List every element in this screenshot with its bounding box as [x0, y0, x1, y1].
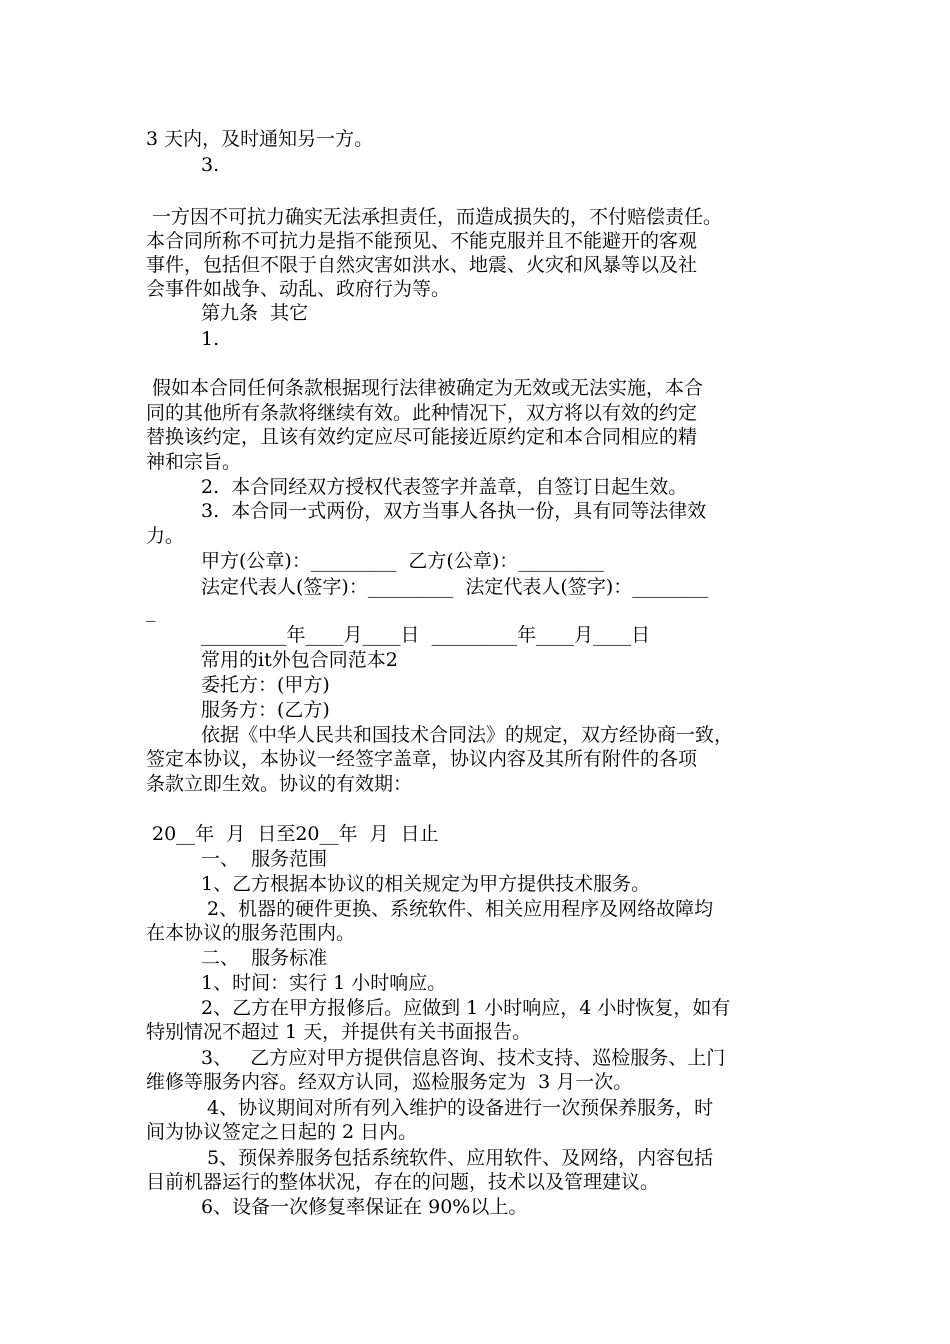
text-line: 条款立即生效。协议的有效期：: [146, 773, 413, 795]
section-heading: 二、 服务标准: [201, 947, 328, 969]
text-line: 4、协议期间对所有列入维护的设备进行一次预保养服务，时: [201, 1097, 714, 1119]
text-line: 同的其他所有条款将继续有效。此种情况下，双方将以有效的约定: [146, 402, 698, 424]
clause-number: 1.: [201, 328, 220, 350]
text-line: 假如本合同任何条款根据现行法律被确定为无效或无法实施，本合: [146, 377, 704, 399]
section-title: 常用的it外包合同范本2: [201, 649, 398, 671]
text-line: 3、 乙方应对甲方提供信息咨询、技术支持、巡检服务、上门: [201, 1047, 726, 1069]
text-line: 替换该约定，且该有效约定应尽可能接近原约定和本合同相应的精: [146, 426, 698, 448]
text-line: 3 天内，及时通知另一方。: [146, 128, 374, 150]
text-line: 神和宗旨。: [146, 451, 242, 473]
text-line: 5、预保养服务包括系统软件、应用软件、及网络，内容包括: [201, 1147, 714, 1169]
clause-number: 3.: [201, 154, 220, 176]
party-client: 委托方：(甲方): [201, 674, 330, 696]
text-line: 1、乙方根据本协议的相关规定为甲方提供技术服务。: [201, 873, 651, 895]
text-line: 特别情况不超过 1 天，并提供有关书面报告。: [146, 1021, 532, 1043]
text-line: 1、时间：实行 1 小时响应。: [201, 972, 447, 994]
text-line: 事件，包括但不限于自然灾害如洪水、地震、火灾和风暴等以及社: [146, 254, 698, 276]
text-line: 签定本协议，本协议一经签字盖章，协议内容及其所有附件的各项: [146, 748, 698, 770]
text-line: 3. 本合同一式两份，双方当事人各执一份，具有同等法律效: [201, 500, 707, 522]
text-line: 2、乙方在甲方报修后。应做到 1 小时响应，4 小时恢复，如有: [201, 997, 731, 1019]
signature-line-representative: 法定代表人(签字)：_________ 法定代表人(签字)：________: [201, 576, 709, 598]
text-line: 目前机器运行的整体状况，存在的问题，技术以及管理建议。: [146, 1171, 660, 1193]
text-line: 一方因不可抗力确实无法承担责任，而造成损失的，不付赔偿责任。: [146, 206, 723, 228]
party-provider: 服务方：(乙方): [201, 699, 330, 721]
text-line: 会事件如战争、动乱、政府行为等。: [146, 278, 451, 300]
article-heading: 第九条 其它: [201, 302, 309, 324]
validity-period: 20__年 月 日至20__年 月 日止: [152, 823, 439, 845]
section-heading: 一、 服务范围: [201, 848, 328, 870]
text-line: 本合同所称不可抗力是指不能预见、不能克服并且不能避开的客观: [146, 230, 698, 252]
text-line: _: [146, 600, 156, 622]
text-line: 6、设备一次修复率保证在 90%以上。: [201, 1196, 528, 1218]
text-line: 依据《中华人民共和国技术合同法》的规定，双方经协商一致，: [201, 724, 734, 746]
signature-line-seal: 甲方(公章)：_________ 乙方(公章)：_________: [201, 550, 604, 572]
text-line: 2. 本合同经双方授权代表签字并盖章，自签订日起生效。: [201, 476, 688, 498]
text-line: 力。: [146, 525, 185, 547]
signature-date-line: _________年____月____日 _________年____月____日: [201, 624, 651, 646]
text-line: 在本协议的服务范围内。: [146, 922, 356, 944]
text-line: 维修等服务内容。经双方认同，巡检服务定为 3 月一次。: [146, 1071, 633, 1093]
text-line: 2、机器的硬件更换、系统软件、相关应用程序及网络故障均: [201, 898, 714, 920]
text-line: 间为协议签定之日起的 2 日内。: [146, 1121, 418, 1143]
